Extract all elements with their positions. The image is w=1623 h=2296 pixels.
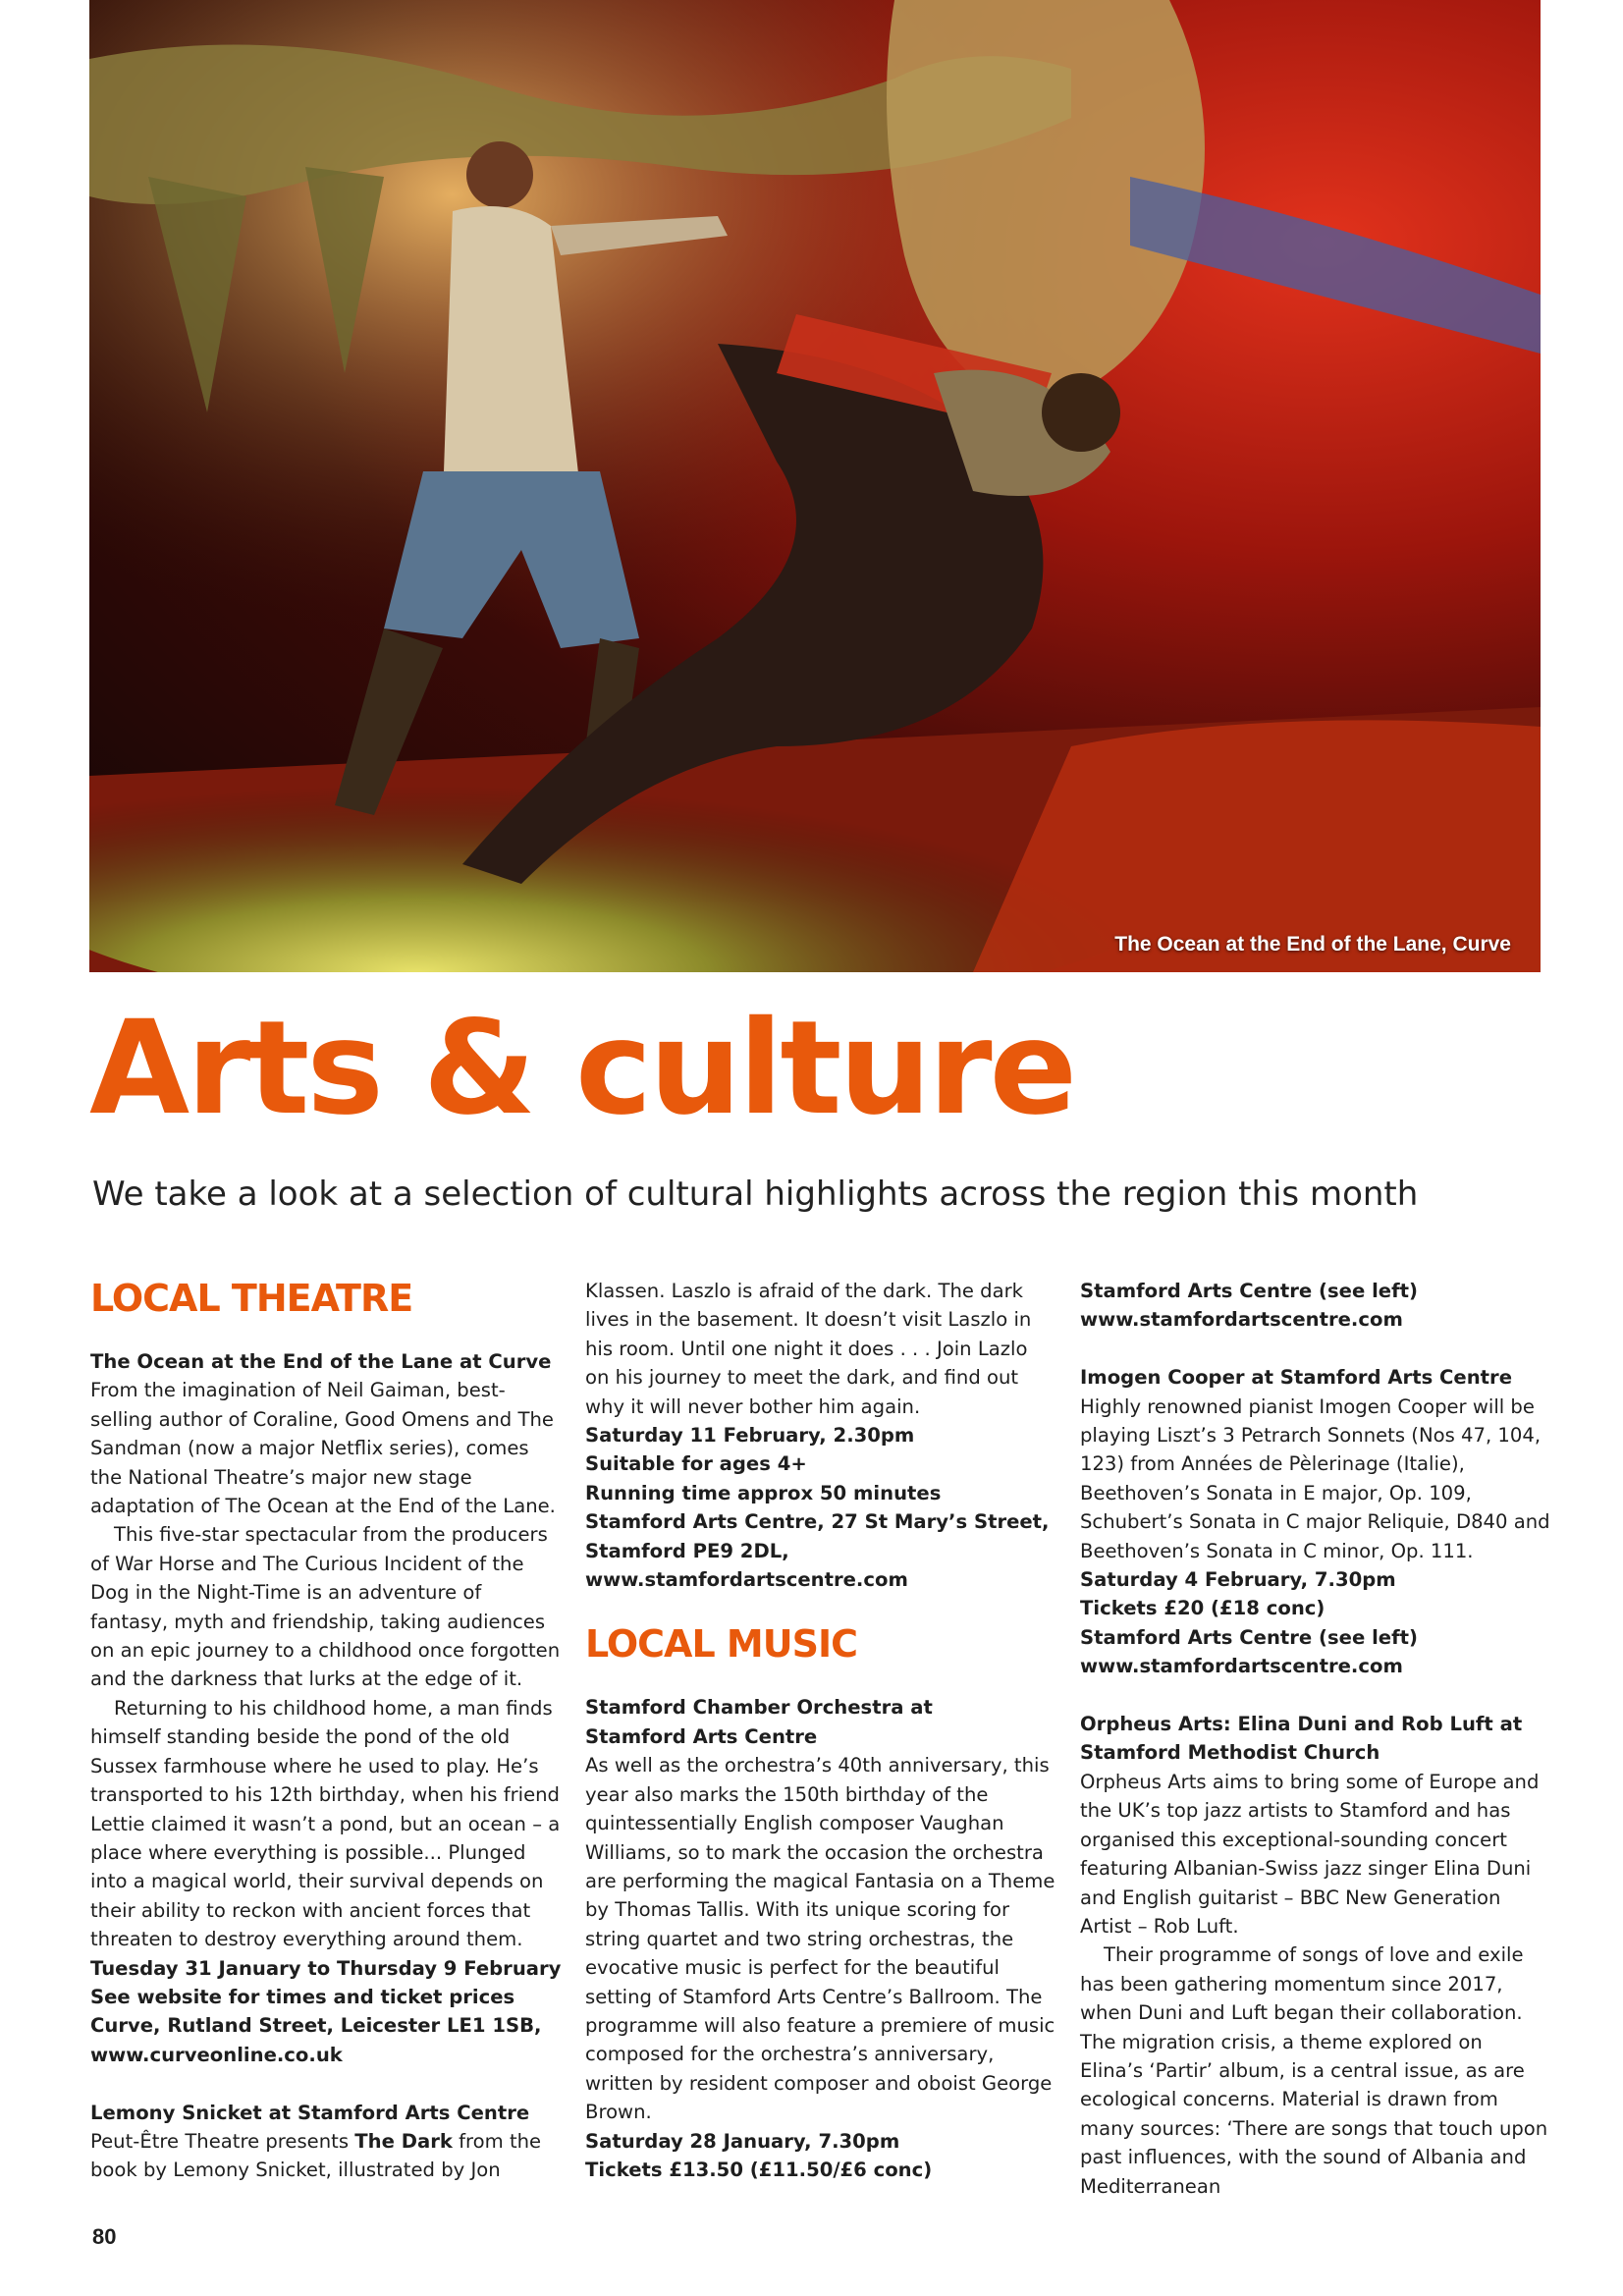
event-tickets: Tickets £13.50 (£11.50/£6 conc)	[585, 2158, 933, 2181]
event-tickets: Tickets £20 (£18 conc)	[1080, 1597, 1325, 1620]
event-running-time: Running time approx 50 minutes	[585, 1481, 942, 1504]
column-2	[585, 1277, 1056, 2184]
stage-scene-illustration	[89, 0, 1541, 972]
event-date: Saturday 11 February, 2.30pm	[585, 1424, 915, 1448]
page-number: 80	[92, 2224, 117, 2249]
photo-caption: The Ocean at the End of the Lane, Curve	[1114, 933, 1511, 956]
body-paragraph: Their programme of songs of love and exile has been gathering momentum since 2017, when Duni and Luft began their collaboration. The migration crisis, a theme explored on Elina’s ‘Partir’ album, is a central issue, as are ecological concerns. Material is drawn from many sources: ‘There are songs that touch upon past influences, with the sound of Albania and Mediterranean	[1080, 1943, 1548, 2198]
event-heading: Imogen Cooper at Stamford Arts Centre	[1080, 1366, 1512, 1390]
event-website: www.stamfordartscentre.com	[1080, 1655, 1403, 1678]
event-venue: Stamford Arts Centre (see left)	[1080, 1280, 1418, 1302]
body-paragraph: As well as the orchestra’s 40th anniversary, this year also marks the 150th birthday of the quintessentially English composer Vaughan Williams, so to mark the occasion the orchestra are performing the magical Fantasia on a Theme by Thomas Tallis. With its unique scoring for string quartet and two string orchestras, the evocative music is perfect for the beautiful setting of Stamford Arts Centre’s Ballroom. The programme will also feature a premiere of music composed for the orchestra’s anniversary, written by resident composer and oboist George Brown.	[585, 1754, 1055, 2124]
event-dates: Tuesday 31 January to Thursday 9 February	[90, 1956, 562, 1980]
page-title: Arts & culture	[89, 993, 1075, 1144]
event-venue: Stamford Arts Centre (see left)	[1080, 1625, 1418, 1649]
body-paragraph: Highly renowned pianist Imogen Cooper will be playing Liszt’s 3 Petrarch Sonnets (Nos 47, 104, 123) from Années de Pèlerinage (Italie), Beethoven’s Sonata in E major, Op. 109, Schubert’s Sonata in C major Reliquie, D840 and Beethoven’s Sonata in C minor, Op. 111.	[1080, 1394, 1550, 1562]
event-heading: Orpheus Arts: Elina Duni and Rob Luft at	[1080, 1713, 1523, 1736]
event-heading: Stamford Chamber Orchestra at	[585, 1696, 933, 1720]
event-tickets: See website for times and ticket prices	[90, 1985, 515, 2008]
column-3	[1080, 1277, 1551, 2201]
body-paragraph: From the imagination of Neil Gaiman, best-selling author of Coraline, Good Omens and The Sandman (now a major Netflix series), comes the National Theatre’s major new stage adaptation of The Ocean at the End of the Lane.	[90, 1379, 556, 1518]
section-heading-local-theatre: LOCAL THEATRE	[90, 1277, 413, 1320]
event-website: www.curveonline.co.uk	[90, 2043, 343, 2066]
body-text: Peut-Être Theatre presents	[90, 2129, 355, 2153]
event-date: Saturday 28 January, 7.30pm	[585, 2129, 900, 2153]
body-paragraph: Returning to his childhood home, a man finds himself standing beside the pond of the old Sussex farmhouse where he used to play. He’s transported to his 12th birthday, when his friend Lettie claimed it wasn’t a pond, but an ocean – a place where everything is possible... Plunged into a magical world, their survival depends on their ability to reckon with ancient forces that threaten to destroy everything around them.	[90, 1696, 561, 1951]
standfirst: We take a look at a selection of cultural highlights across the region this month	[92, 1175, 1419, 1214]
event-venue: Stamford PE9 2DL,	[585, 1539, 789, 1562]
event-heading: Stamford Methodist Church	[1080, 1741, 1380, 1765]
event-website: www.stamfordartscentre.com	[1080, 1308, 1403, 1332]
event-date: Saturday 4 February, 7.30pm	[1080, 1568, 1396, 1592]
section-heading-local-music: LOCAL MUSIC	[585, 1622, 857, 1667]
show-title: The Dark	[354, 2129, 453, 2153]
event-heading: The Ocean at the End of the Lane at Curve	[90, 1350, 552, 1373]
body-paragraph: This five-star spectacular from the producers of War Horse and The Curious Incident of the Dog in the Night-Time is an adventure of fantasy, myth and friendship, taking audiences on an epic journey to a childhood once forgotten and the darkness that lurks at the edge of it.	[90, 1523, 561, 1691]
event-age: Suitable for ages 4+	[585, 1452, 807, 1476]
body-paragraph: Orpheus Arts aims to bring some of Europe and the UK’s top jazz artists to Stamford and has organised this exceptional-sounding concert featuring Albanian-Swiss jazz singer Elina Duni and English guitarist – BBC New Generation Artist – Rob Luft.	[1080, 1770, 1540, 1938]
event-venue: Stamford Arts Centre, 27 St Mary’s Street,	[585, 1510, 1050, 1534]
hero-photo	[89, 0, 1541, 972]
body-paragraph	[90, 2127, 562, 2185]
body-text: from the book by Lemony Snicket, illustrated by Jon	[90, 2129, 542, 2182]
event-venue: Curve, Rutland Street, Leicester LE1 1SB,	[90, 2014, 542, 2038]
event-website: www.stamfordartscentre.com	[585, 1568, 908, 1592]
event-heading: Lemony Snicket at Stamford Arts Centre	[90, 2101, 530, 2124]
column-1	[90, 1277, 562, 2185]
event-heading: Stamford Arts Centre	[585, 1724, 818, 1748]
body-paragraph: Klassen. Laszlo is afraid of the dark. The dark lives in the basement. It doesn’t visit Laszlo in his room. Until one night it does . . . Join Lazlo on his journey to meet the dark, and find out why it will never bother him again.	[585, 1280, 1032, 1418]
